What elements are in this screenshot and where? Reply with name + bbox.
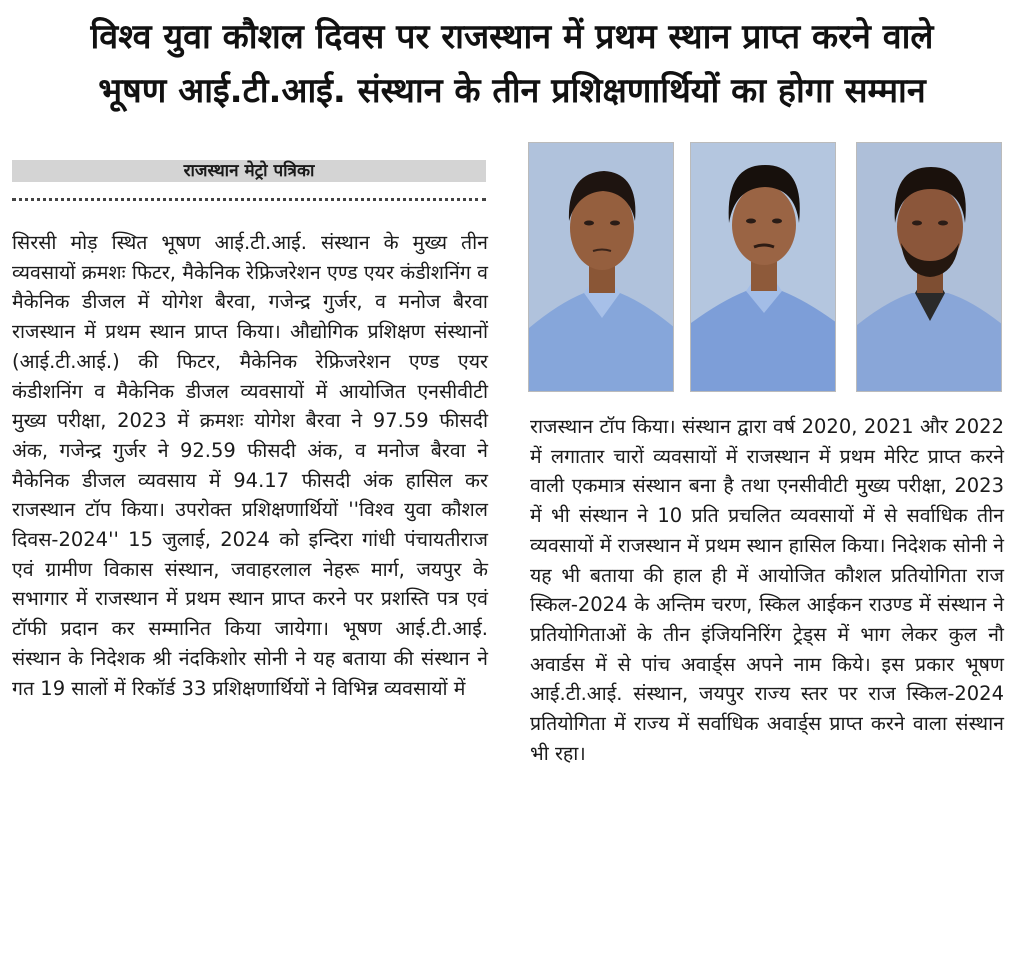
headline	[0, 10, 1024, 118]
student-photo-3	[856, 142, 1002, 392]
source-label: राजस्थान मेट्रो पत्रिका	[12, 160, 486, 182]
article-right-column: राजस्थान टॉप किया। संस्थान द्वारा वर्ष 2020, 2021 और 2022 में लगातार चारों व्यवसायों में राजस्थान में प्रथम मेरिट प्राप्त करने वाली एकमात्र संस्थान बना है तथा एनसीवीटी मुख्य परीक्षा, 2023 में भी संस्थान ने 10 प्रति प्रचलित व्यवसायों में से सर्वाधिक तीन व्यवसायों में राजस्थान में प्रथम स्थान हासिल किया। निदेशक सोनी ने यह भी बताया की हाल ही में आयोजित कौशल प्रतियोगिता राज स्किल-2024 के अन्तिम चरण, स्किल आईकन राउण्ड में संस्थान ने प्रतियोगिताओं के तीन इंजियनिरिंग ट्रेड्स में भाग लेकर कुल नौ अवार्डस में से पांच अवार्ड्स अपने नाम किये। इस प्रकार भूषण आई.टी.आई. संस्थान, जयपुर राज्य स्तर पर राज स्किल-2024 प्रतियोगिता में राज्य में सर्वाधिक अवार्ड्स प्राप्त करने वाला संस्थान भी रहा।	[530, 415, 1004, 765]
headline-line-1: विश्व युवा कौशल दिवस पर राजस्थान में प्रथम स्थान प्राप्त करने वाले	[90, 17, 934, 57]
student-photo-1	[528, 142, 674, 392]
student-photo-2	[690, 142, 836, 392]
article-left-column: सिरसी मोड़ स्थित भूषण आई.टी.आई. संस्थान के मुख्य तीन व्यवसायों क्रमशः फिटर, मैकेनिक रेफ्रिजरेशन एण्ड एयर कंडीशनिंग व मैकेनिक डीजल में योगेश बैरवा, गजेन्द्र गुर्जर, व मनोज बैरवा राजस्थान में प्रथम स्थान प्राप्त किया। औद्योगिक प्रशिक्षण संस्थानों (आई.टी.आई.) की फिटर, मैकेनिक रेफ्रिजरेशन एण्ड एयर कंडीशनिंग व मैकेनिक डीजल व्यवसायों में आयोजित एनसीवीटी मुख्य परीक्षा, 2023 में क्रमशः योगेश बैरवा ने 97.59 फीसदी अंक, गजेन्द्र गुर्जर ने 92.59 फीसदी अंक, व मनोज बैरवा ने मैकेनिक डीजल व्यवसाय में 94.17 फीसदी अंक हासिल कर राजस्थान टॉप किया। उपरोक्त प्रशिक्षणार्थियों ''विश्व युवा कौशल दिवस-2024'' 15 जुलाई, 2024 को इन्दिरा गांधी पंचायतीराज एवं ग्रामीण विकास संस्थान, जवाहरलाल नेहरू मार्ग, जयपुर के सभागार में राजस्थान में प्रथम स्थान प्राप्त करने पर प्रशस्ति पत्र एवं टॉफी प्रदान कर सम्मानित किया जायेगा। भूषण आई.टी.आई. संस्थान के निदेशक श्री नंदकिशोर सोनी ने यह बताया की संस्थान ने गत 19 सालों में रिकॉर्ड 33 प्रशिक्षणार्थियों ने विभिन्न व्यवसायों में	[12, 231, 488, 700]
dotted-divider	[12, 198, 486, 201]
headline-line-2: भूषण आई.टी.आई. संस्थान के तीन प्रशिक्षणार्थियों का होगा सम्मान	[98, 71, 926, 111]
